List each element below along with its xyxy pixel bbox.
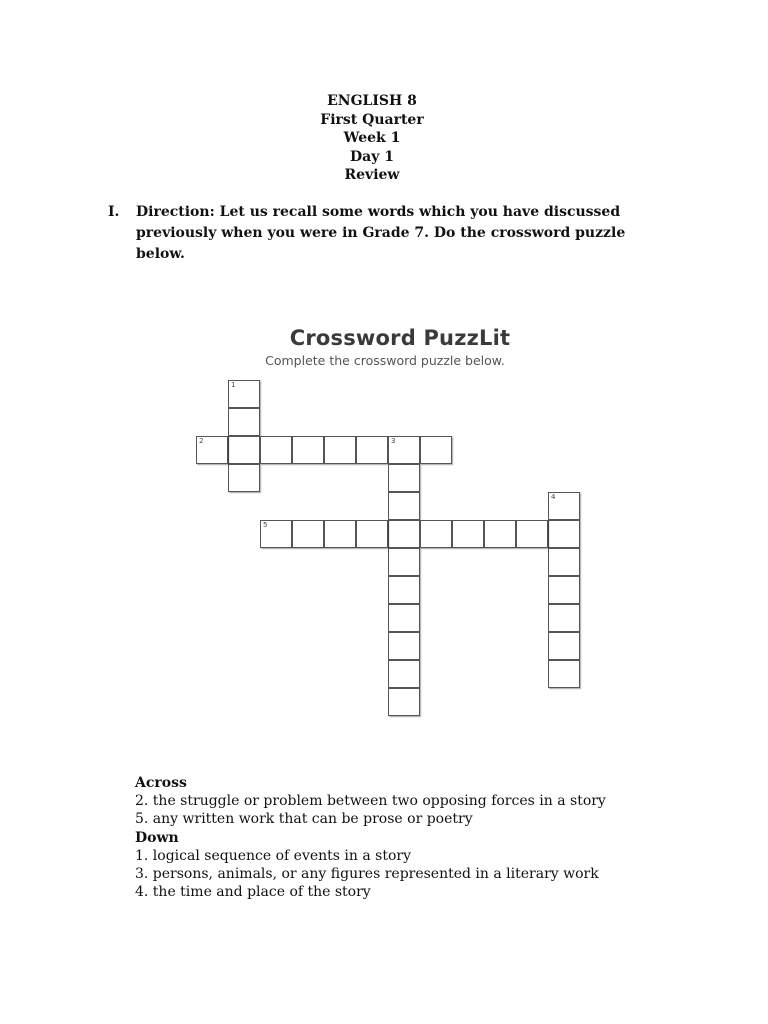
crossword-cell[interactable] (324, 520, 356, 548)
clue-number: 5 (263, 521, 268, 529)
crossword-cell[interactable] (548, 492, 580, 520)
clue-number: 4 (551, 493, 556, 501)
week-label: Week 1 (343, 130, 401, 146)
clue-number: 1 (231, 381, 236, 389)
crossword-cell[interactable] (452, 520, 484, 548)
quarter-label: First Quarter (320, 111, 424, 128)
crossword-cell[interactable] (292, 436, 324, 464)
crossword-cell[interactable] (356, 520, 388, 548)
day-label: Day 1 (350, 148, 394, 165)
crossword-cell[interactable] (228, 436, 260, 464)
clue-number: 3 (391, 437, 396, 445)
crossword-cell[interactable] (260, 520, 292, 548)
crossword-cell[interactable] (548, 632, 580, 660)
crossword-cell[interactable] (388, 604, 420, 632)
crossword-cell[interactable] (324, 436, 356, 464)
crossword-cell[interactable] (484, 520, 516, 548)
down-clue-1: 1. logical sequence of events in a story (135, 847, 411, 864)
crossword-cell[interactable] (388, 436, 420, 464)
crossword-cell[interactable] (548, 548, 580, 576)
crossword-cell[interactable] (228, 464, 260, 492)
crossword-cell[interactable] (548, 576, 580, 604)
puzzle-title: Crossword PuzzLit (289, 326, 511, 350)
down-clue-4: 4. the time and place of the story (135, 884, 371, 901)
crossword-cell[interactable] (388, 464, 420, 492)
crossword-cell[interactable] (196, 436, 228, 464)
crossword-cell[interactable] (260, 436, 292, 464)
crossword-cell[interactable] (388, 688, 420, 716)
crossword-cell[interactable] (388, 520, 420, 548)
across-clue-2: 2. the struggle or problem between two opposing forces in a story (135, 793, 606, 810)
document-header (0, 92, 744, 185)
direction-paragraph (108, 202, 668, 265)
crossword-cell[interactable] (388, 576, 420, 604)
crossword-cell[interactable] (420, 520, 452, 548)
crossword-cell[interactable] (548, 660, 580, 688)
crossword-cell[interactable] (356, 436, 388, 464)
crossword-cell[interactable] (388, 492, 420, 520)
crossword-cell[interactable] (516, 520, 548, 548)
topic-label: Review (344, 167, 400, 183)
crossword-cell[interactable] (548, 604, 580, 632)
crossword-cell[interactable] (548, 520, 580, 548)
subject-title: ENGLISH 8 (327, 93, 417, 109)
crossword-cell[interactable] (228, 408, 260, 436)
crossword-cell[interactable] (228, 380, 260, 408)
down-heading: Down (135, 829, 179, 846)
down-clue-3: 3. persons, animals, or any figures represented in a literary work (135, 866, 599, 883)
crossword-cell[interactable] (420, 436, 452, 464)
section-numeral: I. (108, 204, 120, 220)
crossword-cell[interactable] (388, 632, 420, 660)
across-clue-5: 5. any written work that can be prose or poetry (135, 811, 473, 828)
crossword-cell[interactable] (388, 660, 420, 688)
clue-list (135, 774, 655, 901)
direction-text: Direction: Let us recall some words which you have discussed previously when you were in Grade 7. Do the crossword puzzle below. (136, 204, 626, 262)
across-heading: Across (135, 775, 187, 791)
clue-number: 2 (199, 437, 204, 445)
crossword-cell[interactable] (292, 520, 324, 548)
puzzle-subtitle: Complete the crossword puzzle below. (265, 353, 505, 368)
crossword-cell[interactable] (388, 548, 420, 576)
